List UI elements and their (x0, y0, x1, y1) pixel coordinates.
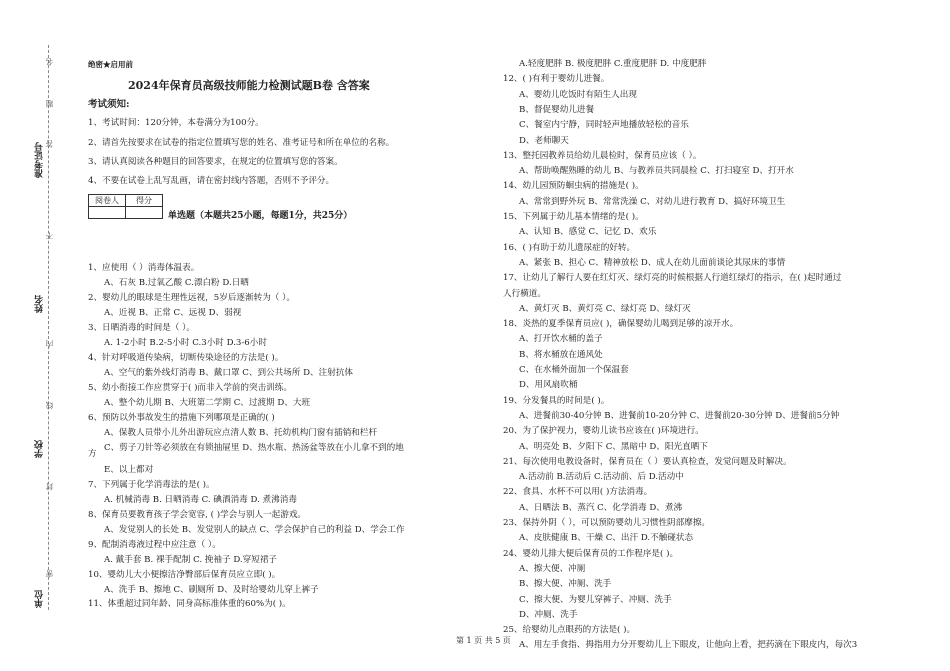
score-table-header-grader: 阅卷人 (89, 195, 126, 207)
question-line: 16、( )有助于幼儿遗尿症的好转。 (503, 243, 636, 253)
question-line: D、老师聊天 (519, 136, 569, 146)
question-line: 25、给婴幼儿点眼药的方法是( )。 (503, 625, 636, 635)
question-line: A、认知 B、感觉 C、记忆 D、欢乐 (519, 227, 657, 237)
question-line: 1、应使用（ ）消毒体温表。 (88, 263, 200, 273)
question-line: A、洗手 B、擦地 C、刷厕所 D、及时给婴幼儿穿上裤子 (104, 585, 319, 595)
question-line: C、餐室内宁静，同时轻声地播放轻松的音乐 (519, 120, 689, 130)
instruction-item: 3、请认真阅读各种题目的回答要求，在规定的位置填写您的答案。 (88, 157, 343, 167)
question-line: 17、让幼儿了解行人要在红灯灭、绿灯亮的时候根据人行道红绿灯的指示，在( )起时通过 (503, 273, 842, 283)
question-line: 2、婴幼儿的眼球是生理性远视，5岁后逐渐转为（ ）。 (88, 293, 296, 303)
question-line: D、冲厕、洗手 (519, 610, 578, 620)
score-table-cell[interactable] (89, 207, 126, 219)
question-line: 23、保持外阴（ ），可以预防婴幼儿习惯性阴部摩擦。 (503, 518, 711, 528)
question-line: A、进餐前30-40分钟 B、进餐前10-20分钟 C、进餐前20-30分钟 D、进餐前5分钟 (519, 411, 840, 421)
question-line: 13、整托园教养员给幼儿晨检时，保育员应该（ ）。 (503, 151, 702, 161)
secret-mark: 绝密★启用前 (88, 60, 133, 69)
question-line: 21、每次使用电教设备时，保育员在（ ）要认真检查，发觉问题及时解决。 (503, 457, 792, 467)
question-line: B、将水桶放在通风处 (519, 350, 603, 360)
question-line: A、空气的紫外线灯消毒 B、戴口罩 C、到公共场所 D、注射抗体 (104, 368, 354, 378)
question-line: 10、婴幼儿大小便擦洁净臀部后保育员应立即( )。 (88, 570, 281, 580)
instructions-heading: 考试须知: (88, 99, 130, 110)
margin-mark: 名 (45, 58, 54, 66)
question-line: E、以上都对 (104, 465, 154, 475)
margin-label-school: 学校 (35, 440, 45, 458)
question-line: A. 戴手套 B. 裸手配制 C. 挽袖子 D.穿短裙子 (104, 555, 278, 565)
question-line: A. 机械消毒 B. 日晒消毒 C. 碘酒消毒 D. 煮沸消毒 (104, 495, 297, 505)
question-line: A、近视 B、正常 C、远视 D、弱视 (104, 308, 242, 318)
question-line: B、擦大便、冲厕、洗手 (519, 579, 612, 589)
question-line: 5、幼小衔接工作应贯穿于( )而非入学前的突击训练。 (88, 383, 292, 393)
question-line: A、常常到野外玩 B、常常洗澡 C、对幼儿进行教育 D、搞好环境卫生 (519, 197, 786, 207)
question-line: 12、( )有利于婴幼儿进餐。 (503, 74, 610, 84)
margin-label-name: 姓名 (35, 295, 45, 313)
question-line: 15、下列属于幼儿基本情绪的是( )。 (503, 212, 644, 222)
question-line: A、整个幼儿期 B、大班第二学期 C、过渡期 D、大班 (104, 398, 311, 408)
question-line: A、婴幼儿吃饭时有陌生人出现 (519, 90, 637, 100)
margin-mark: 内 (45, 340, 54, 348)
question-line: A、发觉别人的长处 B、发觉别人的缺点 C、学会保护自己的利益 D、学会工作 (104, 525, 405, 535)
instruction-item: 4、不要在试卷上乱写乱画，请在密封线内答题，否则不予评分。 (88, 176, 335, 186)
score-table-cell[interactable] (126, 207, 163, 219)
question-line: A. 1-2小时 B.2-5小时 C.3小时 D.3-6小时 (104, 338, 267, 348)
question-line: C、剪子刀针等必须放在有锁抽屉里 D、热水瓶、热汤盆等放在小儿拿不到的地 (104, 443, 404, 453)
question-line: A、擦大便、冲厕 (519, 564, 586, 574)
score-table (88, 194, 163, 219)
instruction-item: 1、考试时间：120分钟，本卷满分为100分。 (88, 118, 264, 128)
margin-mark: 密 (45, 570, 54, 578)
question-line: 20、为了保护视力，婴幼儿读书应该在( )环境进行。 (503, 426, 704, 436)
question-line: 方 (88, 449, 97, 459)
question-line: A、用左手食指、拇指用力分开婴幼儿上下眼皮，让他向上看，把药滴在下眼皮内，每次3 (519, 640, 858, 650)
question-line: A.活动前 B.活动后 C.活动前、后 D.活动中 (519, 472, 684, 482)
margin-mark: 线 (45, 402, 54, 410)
question-line: D、用风扇吹桶 (519, 380, 578, 390)
question-line: A、日晒法 B、蒸汽 C、化学消毒 D、煮沸 (519, 503, 683, 513)
question-line: 4、针对呼吸道传染病，切断传染途径的方法是( )。 (88, 353, 284, 363)
question-line: 人行横道。 (503, 289, 546, 299)
question-line: 8、保育员要教育孩子学会宽容, ( )学会与别人一起游戏。 (88, 510, 307, 520)
question-line: A、黄灯灭 B、黄灯亮 C、绿灯亮 D、绿灯灭 (519, 304, 691, 314)
question-line: C、擦大便、为婴儿穿裤子、冲厕、洗手 (519, 595, 672, 605)
margin-mark: 答 (45, 140, 54, 148)
question-line: 9、配制消毒液过程中应注意（ ）。 (88, 540, 221, 550)
question-line: A、皮肤健康 B、干燥 C、出汗 D.不触碰状态 (519, 533, 694, 543)
score-table-header-score: 得分 (126, 195, 163, 207)
question-line: C、在水桶外面加一个保温套 (519, 365, 629, 375)
section-title: 单选题（本题共25小题，每题1分，共25分） (168, 211, 353, 221)
page-title: 2024年保育员高级技师能力检测试题B卷 含答案 (128, 79, 370, 92)
question-line: A、帮助唤醒熟睡的幼儿 B、与教养员共同晨检 C、打扫寝室 D、打开水 (519, 166, 794, 176)
question-line: 11、体重超过同年龄、同身高标准体重的60%为( )。 (88, 599, 291, 609)
page-footer: 第 1 页 共 5 页 (456, 636, 511, 645)
question-line: 14、幼儿园预防蛔虫病的措施是( )。 (503, 181, 644, 191)
margin-label-unit: 单位 (35, 590, 45, 608)
margin-mark: 不 (45, 232, 54, 240)
question-line: 7、下列属于化学消毒法的是( )。 (88, 480, 215, 490)
margin-label-exam-number: 准考证号 (35, 142, 45, 178)
question-line: 3、日晒消毒的时间是（ ）。 (88, 323, 196, 333)
question-line: 19、分发餐具的时间是( )。 (503, 396, 610, 406)
margin-mark: 封 (45, 483, 54, 491)
question-line: 6、预防以外事故发生的措施下列哪项是正确的( ) (88, 413, 275, 423)
question-line: A、石灰 B.过氧乙酸 C.漂白粉 D.日晒 (104, 278, 249, 288)
question-line: A、紧张 B、担心 C、精神放松 D、成人在幼儿面前谈论其尿床的事情 (519, 258, 786, 268)
question-line: A、打开饮水桶的盖子 (519, 334, 603, 344)
seal-line (48, 45, 49, 610)
question-line: A、保教人员带小儿外出游玩应点清人数 B、托幼机构门窗有插销和栏杆 (104, 428, 378, 438)
margin-mark: 题 (45, 100, 54, 108)
question-line: A、明亮处 B、夕阳下 C、黑暗中 D、阳光直晒下 (519, 442, 708, 452)
instruction-item: 2、请首先按要求在试卷的指定位置填写您的姓名、准考证号和所在单位的名称。 (88, 138, 395, 148)
question-line: A.轻度肥胖 B. 极度肥胖 C.重度肥胖 D. 中度肥胖 (519, 59, 707, 69)
question-line: 22、食具、水杯不可以用( )方法消毒。 (503, 487, 653, 497)
question-line: 18、炎热的夏季保育员应( )，确保婴幼儿喝到足够的凉开水。 (503, 319, 739, 329)
question-line: 24、婴幼儿排大便后保育员的工作程序是( )。 (503, 549, 679, 559)
question-line: B、督促婴幼儿进餐 (519, 105, 595, 115)
